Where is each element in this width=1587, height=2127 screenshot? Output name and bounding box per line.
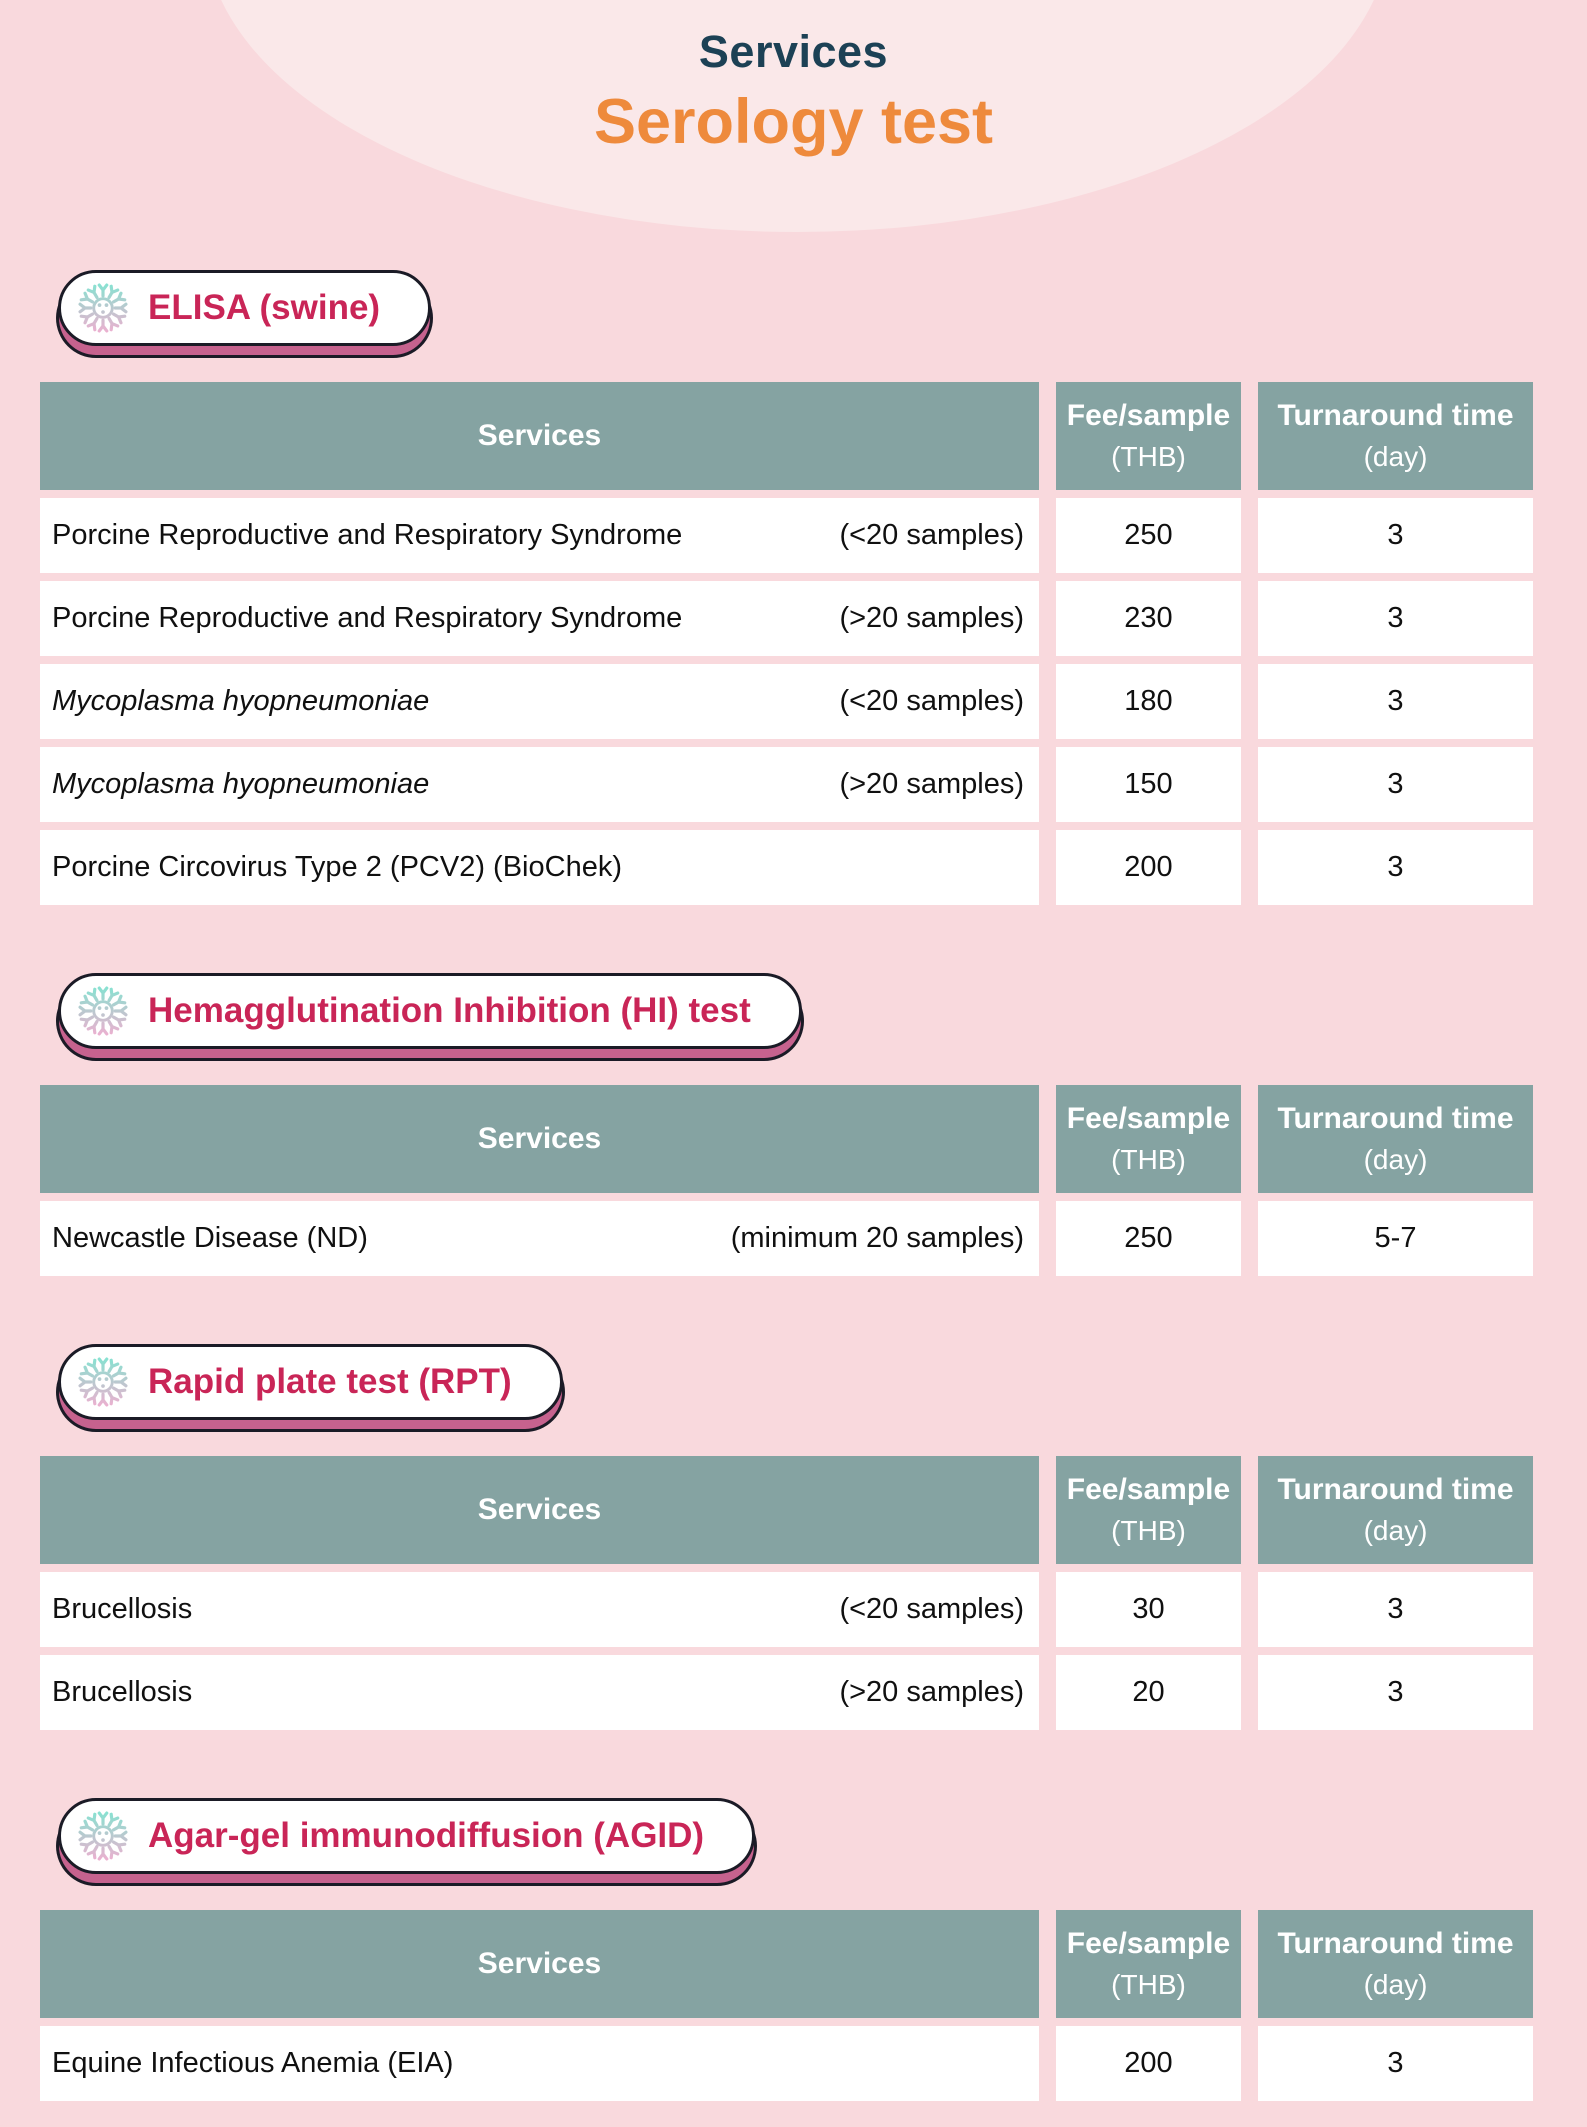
service-section <box>40 1798 1533 2101</box>
service-name: Mycoplasma hyopneumoniae <box>52 685 430 718</box>
column-header-turnaround-label: Turnaround time <box>1277 399 1514 433</box>
fee-cell: 250 <box>1056 1201 1241 1276</box>
column-header-services-label: Services <box>477 1493 602 1527</box>
services-table <box>40 1085 1533 1276</box>
fee-cell: 30 <box>1056 1572 1241 1647</box>
column-header-turnaround <box>1258 1910 1533 2018</box>
virus-icon-svg <box>74 279 132 337</box>
service-qualifier: (minimum 20 samples) <box>730 1222 1024 1255</box>
column-header-turnaround-label: Turnaround time <box>1277 1102 1514 1136</box>
fee-cell: 250 <box>1056 498 1241 573</box>
column-header-services-label: Services <box>477 1122 602 1156</box>
virus-icon <box>74 1353 132 1411</box>
turnaround-cell: 3 <box>1258 498 1533 573</box>
service-cell <box>40 664 1039 739</box>
column-header-services <box>40 1085 1039 1193</box>
service-cell <box>40 1201 1039 1276</box>
virus-icon <box>74 982 132 1040</box>
column-header-turnaround-unit: (day) <box>1363 1144 1428 1176</box>
column-header-fee-unit: (THB) <box>1111 441 1186 473</box>
service-qualifier: (<20 samples) <box>839 519 1024 552</box>
section-pill <box>58 270 431 346</box>
virus-icon-svg <box>74 1807 132 1865</box>
column-header-fee-label: Fee/sample <box>1066 1102 1231 1136</box>
column-header-fee-unit: (THB) <box>1111 1969 1186 2001</box>
column-header-fee <box>1056 1910 1241 2018</box>
service-section <box>40 270 1533 905</box>
sections-container <box>40 270 1533 2101</box>
column-header-fee-label: Fee/sample <box>1066 1927 1231 1961</box>
service-name: Mycoplasma hyopneumoniae <box>52 768 430 801</box>
column-header-services <box>40 1456 1039 1564</box>
services-table <box>40 1910 1533 2101</box>
section-pill <box>58 1798 755 1874</box>
service-name: Equine Infectious Anemia (EIA) <box>52 2047 454 2080</box>
service-name: Brucellosis <box>52 1676 193 1709</box>
section-title: Rapid plate test (RPT) <box>148 1362 512 1402</box>
column-header-turnaround-unit: (day) <box>1363 1969 1428 2001</box>
service-cell <box>40 2026 1039 2101</box>
service-cell <box>40 1572 1039 1647</box>
turnaround-cell: 3 <box>1258 1655 1533 1730</box>
service-section <box>40 1344 1533 1730</box>
column-header-fee <box>1056 1456 1241 1564</box>
fee-cell: 230 <box>1056 581 1241 656</box>
section-pill <box>58 1344 563 1420</box>
column-header-fee <box>1056 1085 1241 1193</box>
turnaround-cell: 5-7 <box>1258 1201 1533 1276</box>
fee-cell: 20 <box>1056 1655 1241 1730</box>
service-name: Porcine Reproductive and Respiratory Syndrome <box>52 519 683 552</box>
service-qualifier: (>20 samples) <box>839 768 1024 801</box>
fee-cell: 150 <box>1056 747 1241 822</box>
column-header-turnaround <box>1258 382 1533 490</box>
turnaround-cell: 3 <box>1258 1572 1533 1647</box>
turnaround-cell: 3 <box>1258 581 1533 656</box>
turnaround-cell: 3 <box>1258 747 1533 822</box>
fee-cell: 200 <box>1056 2026 1241 2101</box>
service-name: Newcastle Disease (ND) <box>52 1222 368 1255</box>
column-header-services-label: Services <box>477 1947 602 1981</box>
service-qualifier: (>20 samples) <box>839 1676 1024 1709</box>
column-header-fee-label: Fee/sample <box>1066 399 1231 433</box>
column-header-turnaround-unit: (day) <box>1363 441 1428 473</box>
section-pill <box>58 973 802 1049</box>
column-header-turnaround-label: Turnaround time <box>1277 1473 1514 1507</box>
service-qualifier: (>20 samples) <box>839 602 1024 635</box>
turnaround-cell: 3 <box>1258 664 1533 739</box>
column-header-turnaround <box>1258 1085 1533 1193</box>
section-title: ELISA (swine) <box>148 288 381 328</box>
service-qualifier: (<20 samples) <box>839 1593 1024 1626</box>
service-cell <box>40 1655 1039 1730</box>
virus-icon <box>74 1807 132 1865</box>
column-header-fee-unit: (THB) <box>1111 1144 1186 1176</box>
service-cell <box>40 581 1039 656</box>
service-qualifier: (<20 samples) <box>839 685 1024 718</box>
turnaround-cell: 3 <box>1258 830 1533 905</box>
column-header-services <box>40 1910 1039 2018</box>
service-cell <box>40 747 1039 822</box>
service-cell <box>40 830 1039 905</box>
service-name: Brucellosis <box>52 1593 193 1626</box>
column-header-turnaround-unit: (day) <box>1363 1515 1428 1547</box>
service-section <box>40 973 1533 1276</box>
column-header-fee-unit: (THB) <box>1111 1515 1186 1547</box>
services-table <box>40 382 1533 905</box>
page-subtitle: Serology test <box>593 86 994 157</box>
section-title: Agar-gel immunodiffusion (AGID) <box>148 1816 705 1856</box>
virus-icon-svg <box>74 982 132 1040</box>
service-cell <box>40 498 1039 573</box>
column-header-fee-label: Fee/sample <box>1066 1473 1231 1507</box>
column-header-services <box>40 382 1039 490</box>
column-header-fee <box>1056 382 1241 490</box>
page-title: Services <box>698 26 889 77</box>
virus-icon-svg <box>74 1353 132 1411</box>
column-header-services-label: Services <box>477 419 602 453</box>
fee-cell: 180 <box>1056 664 1241 739</box>
services-table <box>40 1456 1533 1730</box>
turnaround-cell: 3 <box>1258 2026 1533 2101</box>
service-name: Porcine Circovirus Type 2 (PCV2) (BioChek) <box>52 851 622 884</box>
column-header-turnaround <box>1258 1456 1533 1564</box>
section-title: Hemagglutination Inhibition (HI) test <box>148 991 751 1031</box>
service-name: Porcine Reproductive and Respiratory Syndrome <box>52 602 683 635</box>
virus-icon <box>74 279 132 337</box>
page-header <box>0 0 1587 158</box>
fee-cell: 200 <box>1056 830 1241 905</box>
column-header-turnaround-label: Turnaround time <box>1277 1927 1514 1961</box>
